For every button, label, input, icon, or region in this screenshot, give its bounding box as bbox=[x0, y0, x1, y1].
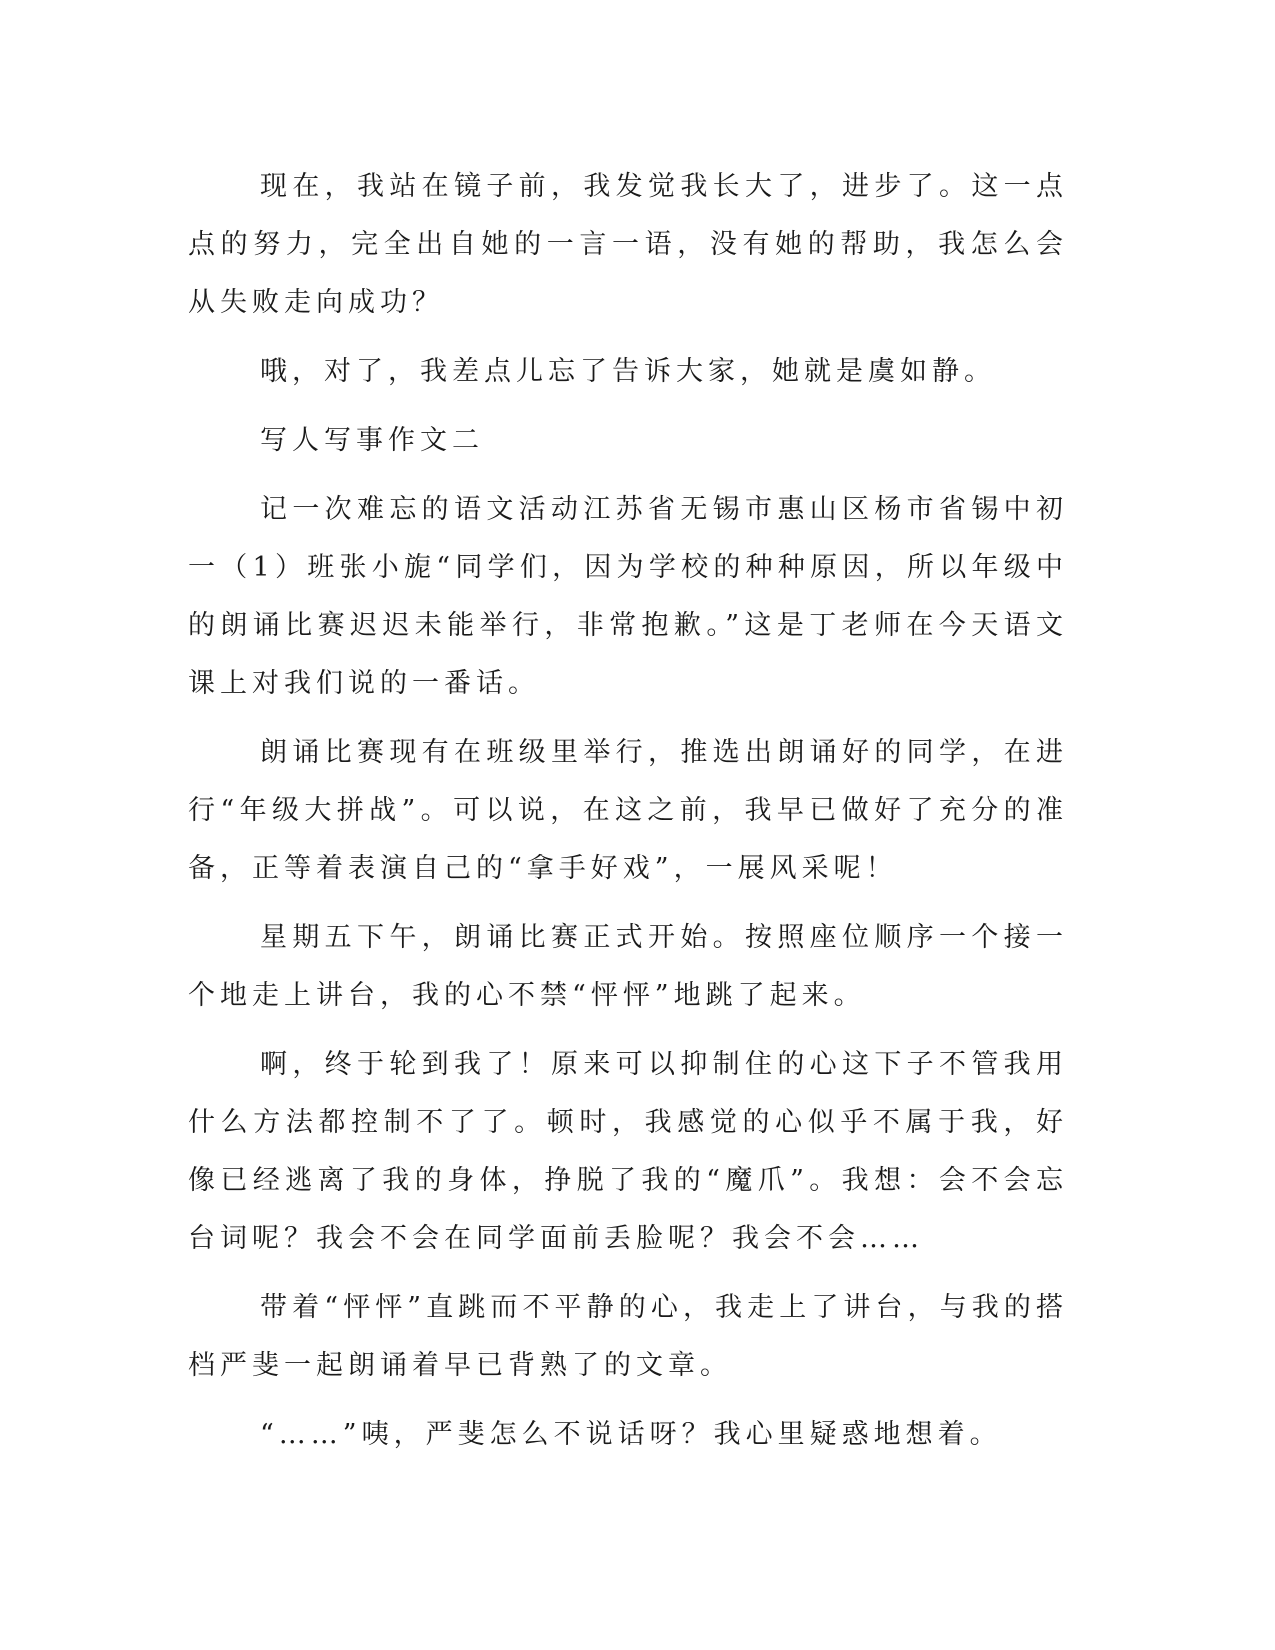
paragraph-8: “……”咦，严斐怎么不说话呀？我心里疑惑地想着。 bbox=[260, 1419, 1002, 1450]
section-heading: 写人写事作文二 bbox=[260, 425, 484, 456]
paragraph-7: 带着“怦怦”直跳而不平静的心，我走上了讲台，与我的搭档严斐一起朗诵着早已背熟了的文章。 bbox=[188, 1292, 1068, 1381]
paragraph-5: 星期五下午，朗诵比赛正式开始。按照座位顺序一个接一个地走上讲台，我的心不禁“怦怦”地跳了起来。 bbox=[188, 922, 1068, 1011]
paragraph-4: 朗诵比赛现有在班级里举行，推选出朗诵好的同学，在进行“年级大拼战”。可以说，在这之前，我早已做好了充分的准备，正等着表演自己的“拿手好戏”，一展风采呢！ bbox=[188, 737, 1068, 884]
paragraph-1: 现在，我站在镜子前，我发觉我长大了，进步了。这一点点的努力，完全出自她的一言一语，没有她的帮助，我怎么会从失败走向成功？ bbox=[188, 171, 1068, 318]
paragraph-3: 记一次难忘的语文活动江苏省无锡市惠山区杨市省锡中初一（1）班张小旎“同学们，因为学校的种种原因，所以年级中的朗诵比赛迟迟未能举行，非常抱歉。”这是丁老师在今天语文课上对我们说的一番话。 bbox=[188, 494, 1068, 699]
document-body bbox=[188, 158, 1068, 1475]
paragraph-6: 啊，终于轮到我了！原来可以抑制住的心这下子不管我用什么方法都控制不了了。顿时，我感觉的心似乎不属于我，好像已经逃离了我的身体，挣脱了我的“魔爪”。我想：会不会忘台词呢？我会不会在同学面前丢脸呢？我会不会…… bbox=[188, 1049, 1068, 1254]
paragraph-2: 哦，对了，我差点儿忘了告诉大家，她就是虞如静。 bbox=[260, 356, 996, 387]
